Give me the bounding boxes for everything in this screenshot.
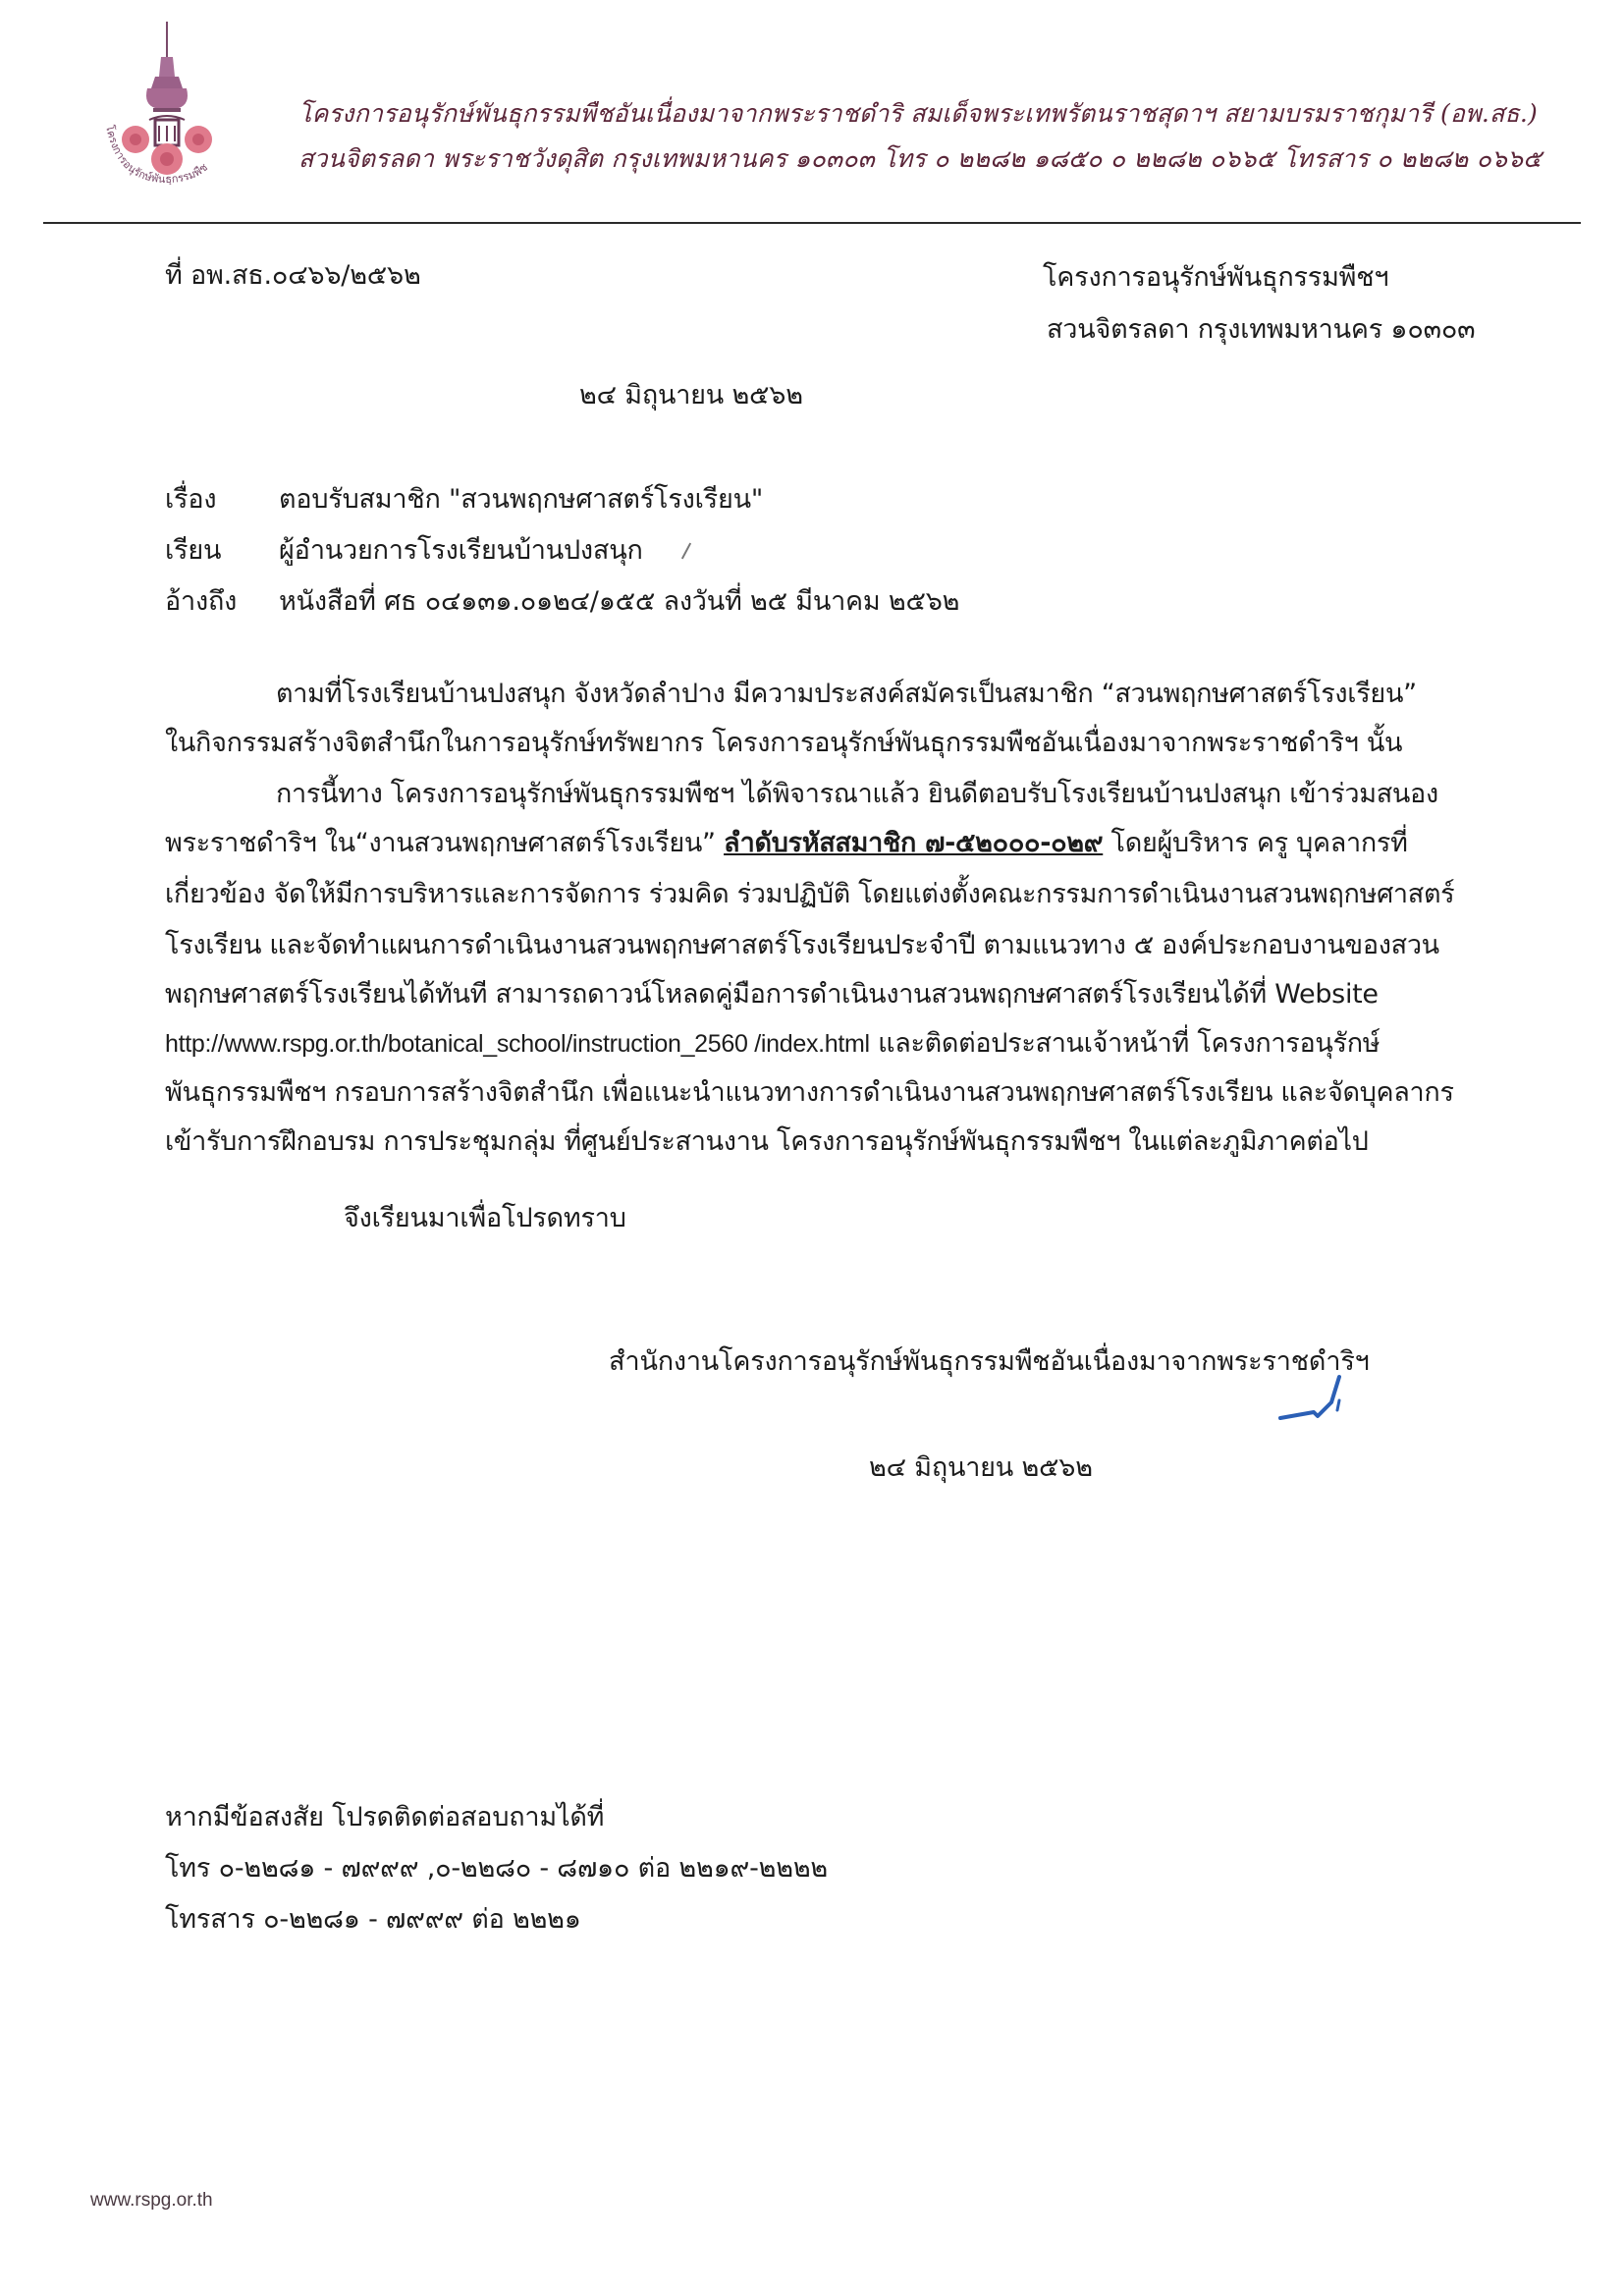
reference-label: อ้างถึง: [165, 586, 238, 617]
paragraph-1-line-1: ตามที่โรงเรียนบ้านปงสนุก จังหวัดลำปาง มีความประสงค์สมัครเป็นสมาชิก “สวนพฤกษศาสตร์โรงเรียน”: [276, 679, 1417, 709]
paragraph-2-line-6: [165, 1021, 1380, 1064]
header-divider: [43, 222, 1581, 224]
manual-download-link[interactable]: http://www.rspg.or.th/botanical_school/instruction_2560 /index.html: [165, 1030, 870, 1058]
contact-phone: โทร ๐-๒๒๘๑ - ๗๙๙๙ ,๐-๒๒๘๐ - ๘๗๑๐ ต่อ ๒๒๑๙-๒๒๒๒: [165, 1853, 829, 1884]
signature-date: ๒๔ มิถุนายน ๒๕๖๒: [869, 1452, 1093, 1483]
paragraph-2-line-8: เข้ารับการฝึกอบรม การประชุมกลุ่ม ที่ศูนย์ประสานงาน โครงการอนุรักษ์พันธุกรรมพืชฯ ในแต่ละภูมิภาคต่อไป: [165, 1126, 1369, 1157]
paragraph-1-line-2: ในกิจกรรมสร้างจิตสำนึกในการอนุรักษ์ทรัพยากร โครงการอนุรักษ์พันธุกรรมพืชอันเนื่องมาจากพระราชดำริฯ นั้น: [165, 728, 1403, 758]
paragraph-2-line-2-start: พระราชดำริฯ ใน“งานสวนพฤกษศาสตร์โรงเรียน”: [165, 828, 725, 858]
recipient-label: เรียน: [165, 535, 222, 566]
paragraph-2-line-7: พันธุกรรมพืชฯ กรอบการสร้างจิตสำนึก เพื่อแนะนำแนวทางการดำเนินงานสวนพฤกษศาสตร์โรงเรียน และจัดบุคลากร: [165, 1077, 1454, 1108]
contact-heading: หากมีข้อสงสัย โปรดติดต่อสอบถามได้ที่: [165, 1802, 605, 1832]
footer-website-link[interactable]: www.rspg.or.th: [90, 2190, 213, 2211]
sender-name: โครงการอนุรักษ์พันธุกรรมพืชฯ: [1043, 262, 1389, 293]
letter-date: ๒๔ มิถุนายน ๒๕๖๒: [579, 380, 803, 410]
subject-label: เรื่อง: [165, 484, 217, 515]
paragraph-2-line-5: พฤกษศาสตร์โรงเรียนได้ทันที สามารถดาวน์โหลดคู่มือการดำเนินงานสวนพฤกษศาสตร์โรงเรียนได้ที่ Website: [165, 979, 1379, 1010]
sender-address: สวนจิตรลดา กรุงเทพมหานคร ๑๐๓๐๓: [1047, 314, 1476, 345]
rspg-logo: [77, 18, 253, 185]
paragraph-2-line-2: [165, 821, 1408, 863]
member-code: ลำดับรหัสสมาชิก ๗-๕๒๐๐๐-๐๒๙: [724, 828, 1104, 858]
rspg-emblem-icon: [77, 18, 253, 185]
paragraph-2-line-4: โรงเรียน และจัดทำแผนการดำเนินงานสวนพฤกษศาสตร์โรงเรียนประจำปี ตามแนวทาง ๕ องค์ประกอบงานของสวน: [165, 930, 1439, 960]
paragraph-2-line-1: การนี้ทาง โครงการอนุรักษ์พันธุกรรมพืชฯ ได้พิจารณาแล้ว ยินดีตอบรับโรงเรียนบ้านปงสนุก เข้าร่วมสนอง: [276, 779, 1438, 809]
paragraph-2-line-2-end: โดยผู้บริหาร ครู บุคลากรที่: [1103, 828, 1408, 858]
handwritten-signature: [1276, 1373, 1365, 1432]
check-tick-mark: [681, 543, 691, 560]
paragraph-2-line-3: เกี่ยวข้อง จัดให้มีการบริหารและการจัดการ ร่วมคิด ร่วมปฏิบัติ โดยแต่งตั้งคณะกรรมการดำเนินงานสวนพฤกษศาสตร์: [165, 879, 1455, 909]
signature-organization: สำนักงานโครงการอนุรักษ์พันธุกรรมพืชอันเนื่องมาจากพระราชดำริฯ: [609, 1346, 1370, 1377]
letterhead-address-contact: สวนจิตรลดา พระราชวังดุสิต กรุงเทพมหานคร ๑๐๓๐๓ โทร ๐ ๒๒๘๒ ๑๘๕๐ ๐ ๒๒๘๒ ๐๖๖๕ โทรสาร ๐ ๒๒๘๒ ๐๖๖๕: [298, 144, 1543, 173]
paragraph-2-line-6-end: และติดต่อประสานเจ้าหน้าที่ โครงการอนุรักษ์: [869, 1028, 1380, 1059]
letterhead-organization-name: โครงการอนุรักษ์พันธุกรรมพืชอันเนื่องมาจากพระราชดำริ สมเด็จพระเทพรัตนราชสุดาฯ สยามบรมราชกุมารี (อพ.สธ.): [298, 99, 1538, 128]
signature-scribble-icon: [1276, 1373, 1365, 1432]
closing-phrase: จึงเรียนมาเพื่อโปรดทราบ: [344, 1203, 626, 1233]
reference-number: ที่ อพ.สธ.๐๔๖๖/๒๕๖๒: [165, 260, 421, 291]
contact-fax: โทรสาร ๐-๒๒๘๑ - ๗๙๙๙ ต่อ ๒๒๒๑: [165, 1904, 581, 1935]
subject-text: ตอบรับสมาชิก "สวนพฤกษศาสตร์โรงเรียน": [279, 484, 764, 515]
recipient-text: ผู้อำนวยการโรงเรียนบ้านปงสนุก: [279, 535, 643, 566]
reference-text: หนังสือที่ ศธ ๐๔๑๓๑.๐๑๒๔/๑๕๕ ลงวันที่ ๒๕ มีนาคม ๒๕๖๒: [279, 586, 960, 617]
logo-arc-text: โครงการอนุรักษ์พันธุกรรมพืช: [103, 124, 210, 185]
